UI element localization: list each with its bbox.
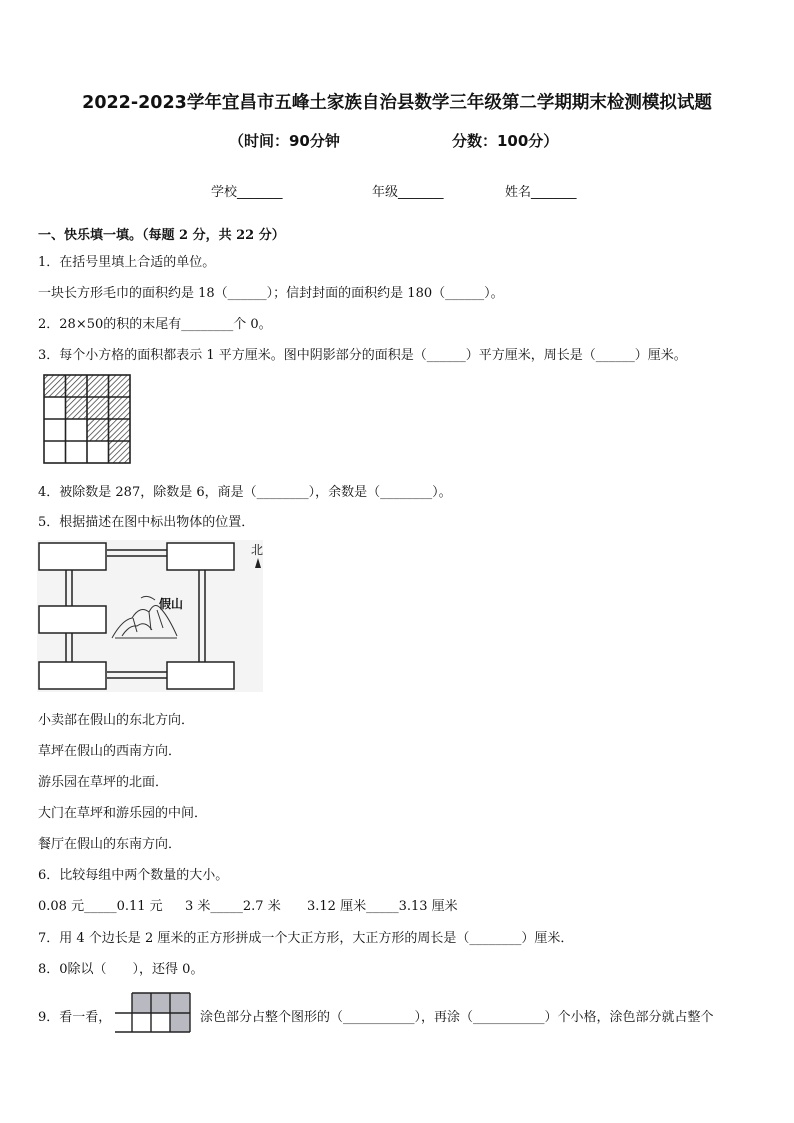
exam-time: （时间：90分钟 xyxy=(229,132,340,150)
grade-field: 年级_______ xyxy=(372,185,444,200)
area-grid-figure xyxy=(43,374,131,468)
question-6: 6．比较每组中两个数量的大小。 xyxy=(38,868,229,883)
question-4: 4．被除数是 287，除数是 6，商是（________），余数是（________）。 xyxy=(38,485,452,500)
q6-item-3: 3.12 厘米_____3.13 厘米 xyxy=(307,899,458,914)
name-field: 姓名_______ xyxy=(505,185,577,200)
rockery-label: 假山 xyxy=(159,597,184,611)
question-9-text: 涂色部分占整个图形的（___________），再涂（___________）个小格，涂色部分就占整个 xyxy=(200,1010,714,1025)
question-2: 2．28×50的积的末尾有________个 0。 xyxy=(38,317,272,332)
q5-desc-4: 大门在草坪和游乐园的中间． xyxy=(38,806,208,821)
q6-item-1: 0.08 元_____0.11 元 xyxy=(38,899,163,914)
north-label: 北 xyxy=(251,543,264,557)
question-3: 3．每个小方格的面积都表示 1 平方厘米。图中阴影部分的面积是（______）平方厘米，周长是（______）厘米。 xyxy=(38,348,687,363)
question-8: 8．0除以（ ），还得 0。 xyxy=(38,962,204,977)
fraction-cells-figure xyxy=(114,992,194,1038)
map-figure xyxy=(37,540,272,696)
question-1: 1．在括号里填上合适的单位。 xyxy=(38,255,216,270)
q6-item-2: 3 米_____2.7 米 xyxy=(185,899,281,914)
map-box-southwest xyxy=(39,662,106,689)
section-heading: 一、快乐填一填。（每题 2 分，共 22 分） xyxy=(38,228,285,243)
school-field: 学校_______ xyxy=(211,185,283,200)
map-box-northeast xyxy=(167,543,234,570)
question-9-prefix: 9．看一看， xyxy=(38,1010,112,1025)
exam-score: 分数：100分） xyxy=(452,132,559,150)
map-box-southeast xyxy=(167,662,234,689)
q5-desc-2: 草坪在假山的西南方向． xyxy=(38,744,182,759)
map-box-west xyxy=(39,606,106,633)
question-1-line: 一块长方形毛巾的面积约是 18（______）；信封封面的面积约是 180（______）。 xyxy=(38,286,504,301)
question-5: 5．根据描述在图中标出物体的位置． xyxy=(38,515,255,530)
q5-desc-5: 餐厅在假山的东南方向． xyxy=(38,837,182,852)
question-7: 7．用 4 个边长是 2 厘米的正方形拼成一个大正方形，大正方形的周长是（________）厘米． xyxy=(38,931,574,946)
q5-desc-3: 游乐园在草坪的北面． xyxy=(38,775,169,790)
q5-desc-1: 小卖部在假山的东北方向． xyxy=(38,713,195,728)
map-box-northwest xyxy=(39,543,106,570)
page-title: 2022-2023学年宜昌市五峰土家族自治县数学三年级第二学期期末检测模拟试题 xyxy=(82,93,712,113)
